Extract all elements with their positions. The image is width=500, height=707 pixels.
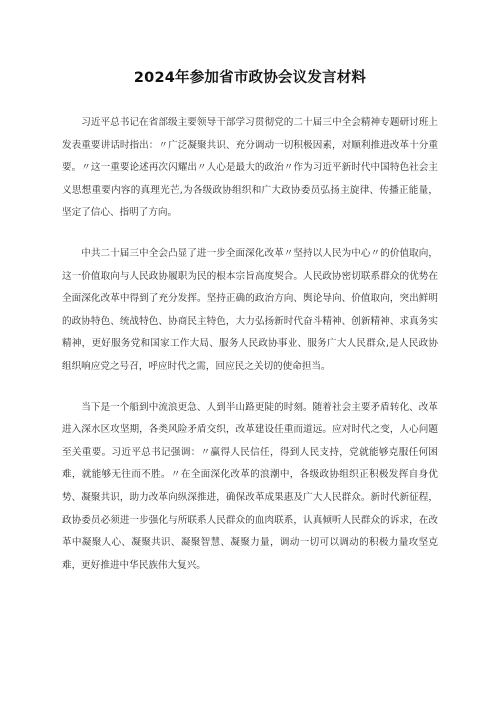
document-title: 2024年参加省市政协会议发言材料	[133, 70, 367, 86]
paragraph-1: 习近平总书记在省部级主要领导干部学习贯彻党的二十届三中全会精神专题研讨班上发表重要讲话时指出：〃广泛凝聚共识、充分调动一切积极因素，对顺利推进改革十分重要。〃这一重要论述再次闪耀出〃人心是最大的政治〃作为习近平新时代中国特色社会主义思想重要内容的真理光芒,为各级政协组织和广大政协委员弘扬主旋律、传播正能量，坚定了信心、指明了方向。	[62, 117, 438, 219]
paragraph-2: 中共二十届三中全会凸显了进一步全面深化改革〃坚持以人民为中心〃的价值取向，这一价值取向与人民政协履职为民的根本宗旨高度契合。人民政协密切联系群众的优势在全面深化改革中得到了充分发挥。坚持正确的政治方向、舆论导向、价值取向，突出鲜明的政协特色、统战特色、协商民主特色，大力弘扬新时代奋斗精神、创新精神、求真务实精神，更好服务党和国家工作大局、服务人民政协事业、服务广大人民群众,是人民政协组织响应党之号召，呼应时代之需，回应民之关切的使命担当。	[62, 247, 438, 372]
paragraph-3: 当下是一个船到中流浪更急、人到半山路更陡的时刻。随着社会主要矛盾转化、改革进入深水区攻坚期，各类风险矛盾交织，改革建设任重而道远。应对时代之变，人心问题至关重要。习近平总书记强调：〃赢得人民信任，得到人民支持，党就能够克服任何困难，就能够无往而不胜。〃在全面深化改革的浪潮中，各级政协组织正积极发挥自身优势、凝聚共识，助力改革向纵深推进，确保改革成果惠及广大人民群众。新时代新征程，政协委员必须进一步强化与所联系人民群众的血肉联系，认真倾听人民群众的诉求，在改革中凝聚人心、凝聚共识、凝聚智慧、凝聚力量，调动一切可以调动的积极力量攻坚克难，更好推进中华民族伟大复兴。	[62, 401, 438, 571]
